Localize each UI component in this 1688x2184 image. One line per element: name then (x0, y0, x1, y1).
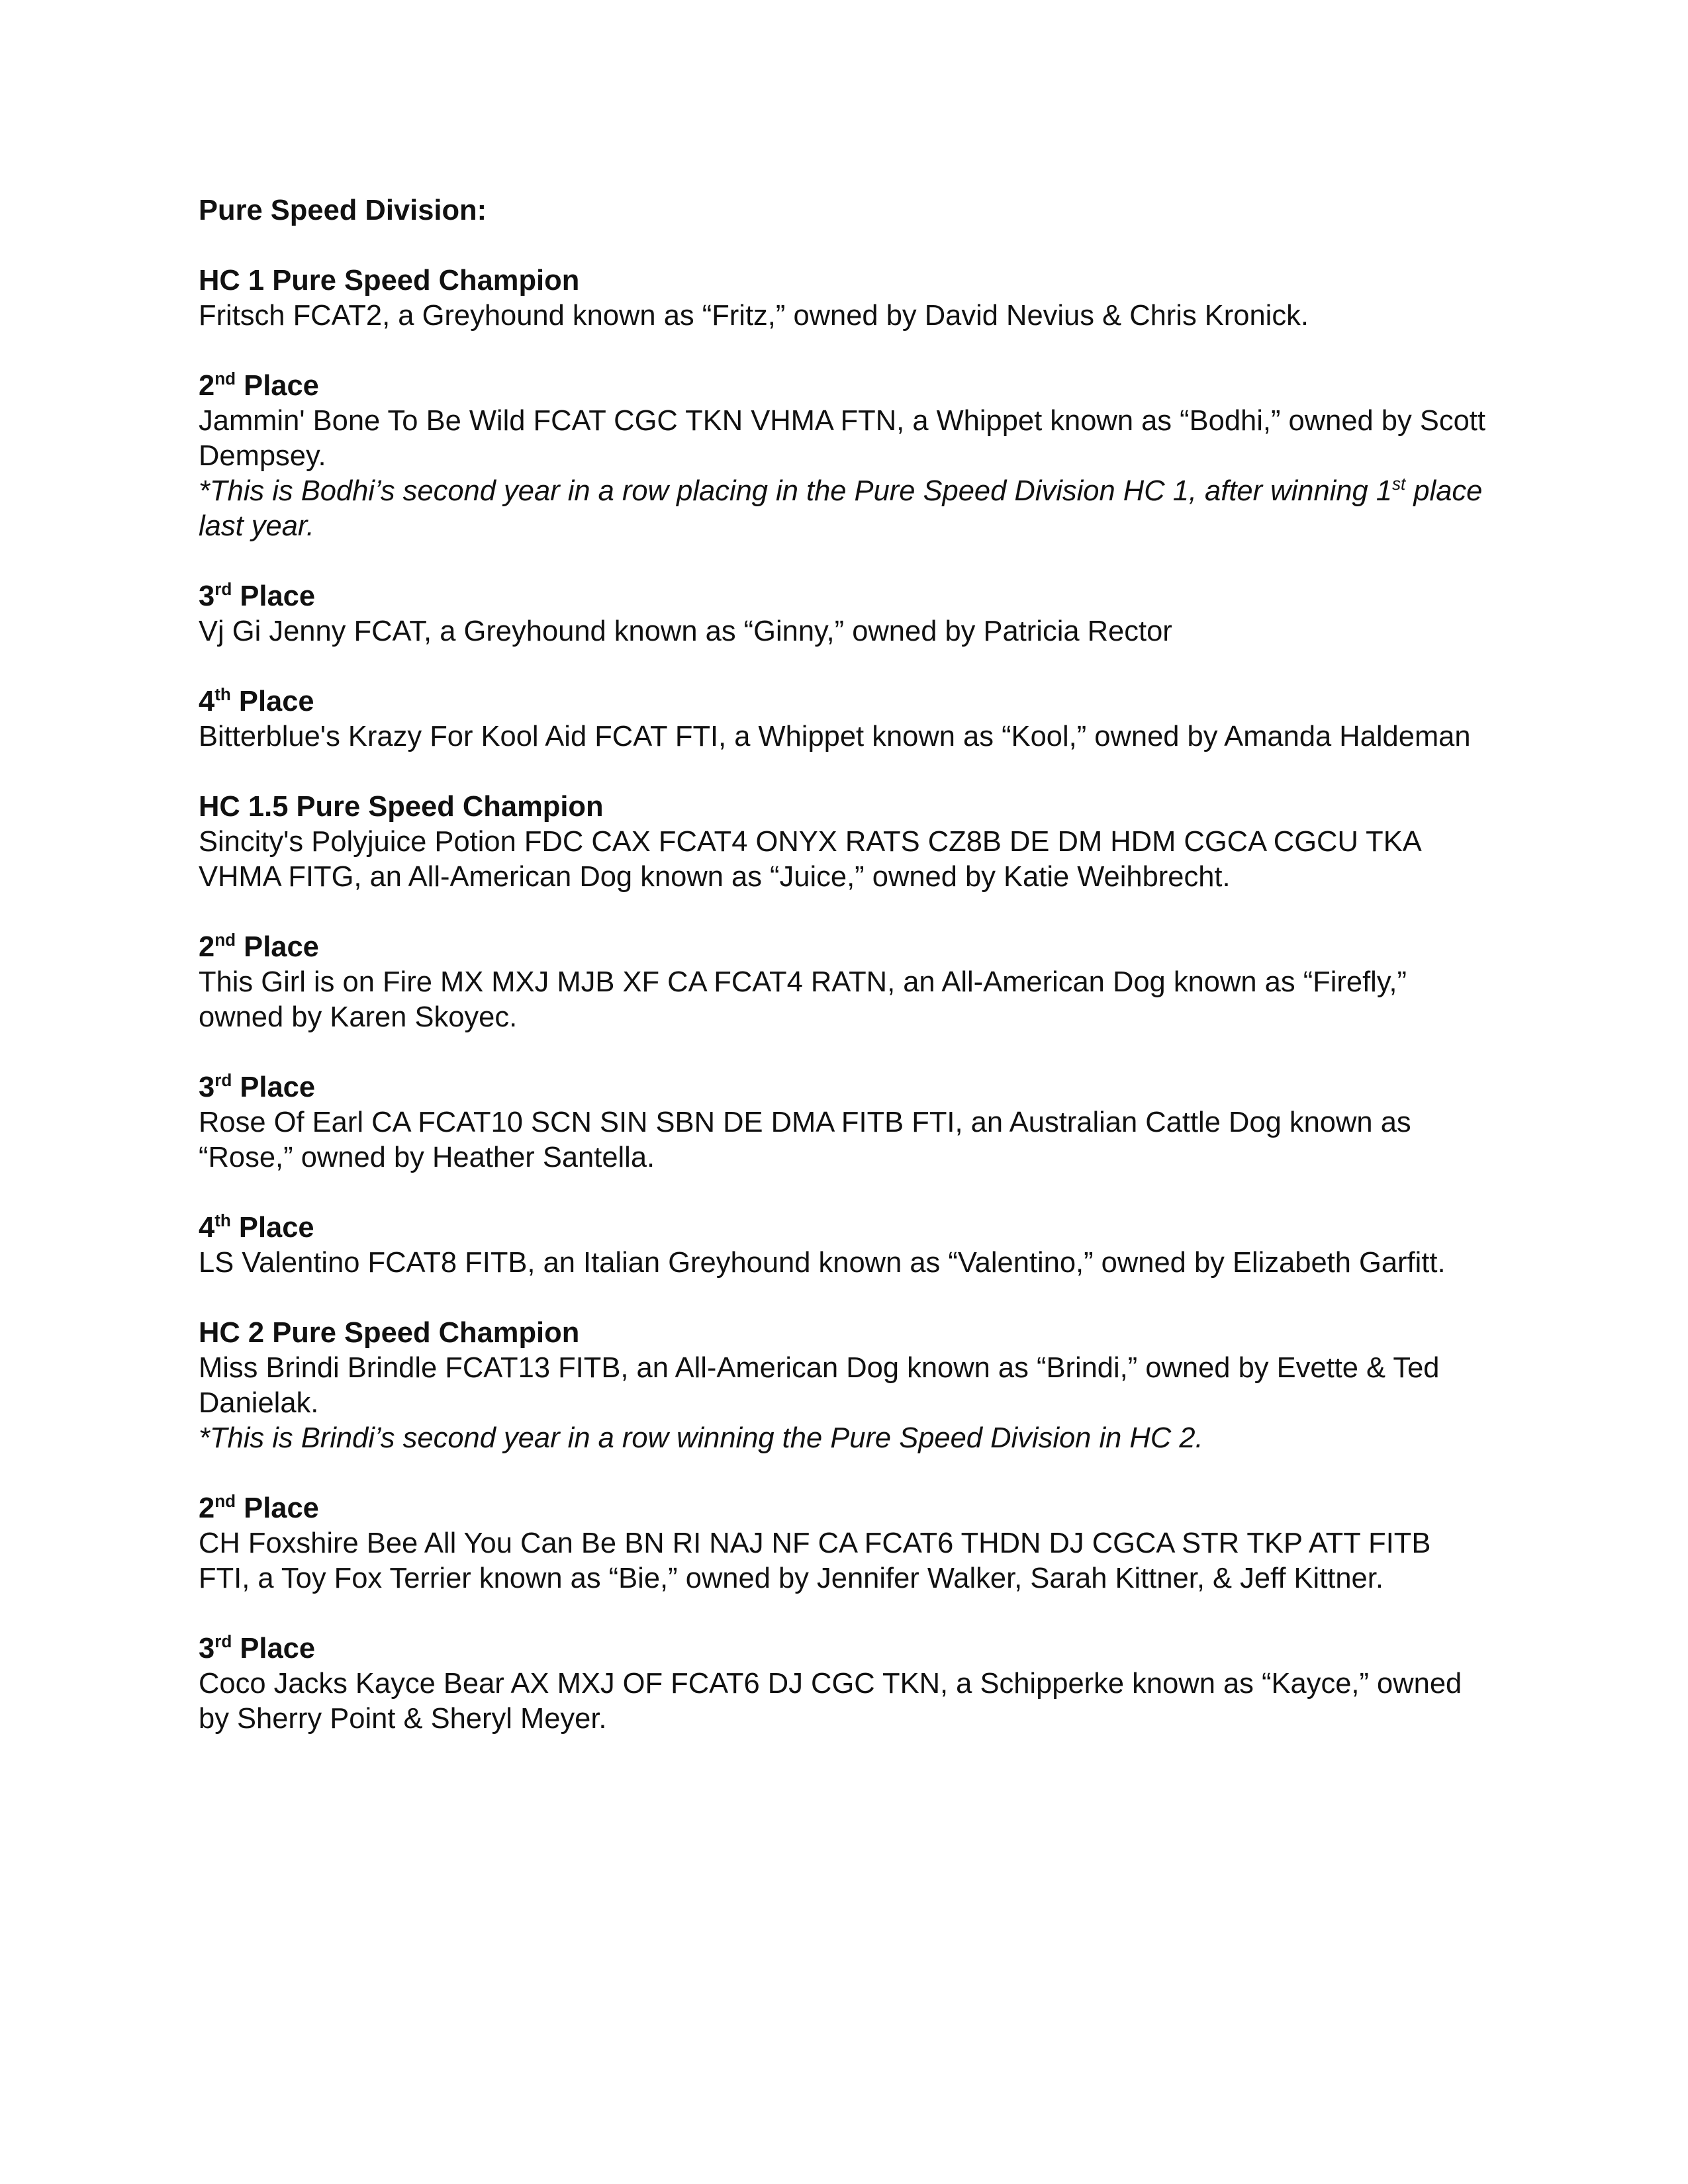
entry-heading (199, 1631, 1489, 1666)
heading-pre: 4 (199, 1212, 215, 1244)
entry-heading (199, 1210, 1489, 1246)
result-entry (199, 1631, 1489, 1737)
section-title: Pure Speed Division: (199, 195, 487, 226)
heading-post: Place (230, 686, 314, 717)
entry-heading (199, 1491, 1489, 1526)
result-entry (199, 1070, 1489, 1175)
entry-description: LS Valentino FCAT8 FITB, an Italian Greyhound known as “Valentino,” owned by Elizabeth Garfitt. (199, 1247, 1446, 1279)
entry-heading (199, 1070, 1489, 1105)
heading-post: Place (236, 931, 319, 963)
heading-sup: nd (214, 369, 236, 389)
entry-note (199, 474, 1489, 544)
heading-post: Place (236, 370, 319, 402)
result-entry (199, 579, 1489, 649)
heading-pre: 2 (199, 931, 215, 963)
heading-sup: nd (214, 1491, 236, 1512)
result-entry (199, 1210, 1489, 1281)
heading-post: Place (232, 580, 316, 612)
entry-description: CH Foxshire Bee All You Can Be BN RI NAJ NF CA FCAT6 THDN DJ CGCA STR TKP ATT FITB FTI, a Toy Fox Terrier known as “Bie,” owned by Jennifer Walker, Sarah Kittner, & Jeff Kittner. (199, 1527, 1431, 1594)
result-entry (199, 1491, 1489, 1596)
entry-description: Miss Brindi Brindle FCAT13 FITB, an All-American Dog known as “Brindi,” owned by Evette & Ted Danielak. (199, 1352, 1440, 1419)
entry-heading (199, 579, 1489, 614)
results-list (199, 263, 1489, 1737)
heading-sup: th (214, 1210, 231, 1231)
note-pre: *This is Brindi’s second year in a row winning the Pure Speed Division in HC 2. (199, 1422, 1203, 1454)
result-entry (199, 790, 1489, 895)
result-entry (199, 369, 1489, 544)
heading-pre: HC 2 Pure Speed Champion (199, 1317, 580, 1349)
entry-heading (199, 369, 1489, 404)
entry-description: Sincity's Polyjuice Potion FDC CAX FCAT4 ONYX RATS CZ8B DE DM HDM CGCA CGCU TKA VHMA FITG, an All-American Dog known as “Juice,” owned by Katie Weihbrecht. (199, 826, 1421, 893)
heading-pre: 2 (199, 1492, 215, 1524)
note-post: place last year. (199, 475, 1483, 542)
entry-description: Coco Jacks Kayce Bear AX MXJ OF FCAT6 DJ CGC TKN, a Schipperke known as “Kayce,” owned by Sherry Point & Sheryl Meyer. (199, 1668, 1462, 1735)
entry-note (199, 1421, 1489, 1456)
heading-pre: 2 (199, 370, 215, 402)
heading-pre: HC 1 Pure Speed Champion (199, 265, 580, 296)
entry-description: Rose Of Earl CA FCAT10 SCN SIN SBN DE DMA FITB FTI, an Australian Cattle Dog known as “Rose,” owned by Heather Santella. (199, 1107, 1411, 1173)
entry-description: Fritsch FCAT2, a Greyhound known as “Fritz,” owned by David Nevius & Chris Kronick. (199, 300, 1309, 332)
heading-post: Place (236, 1492, 319, 1524)
result-entry (199, 1316, 1489, 1456)
entry-heading (199, 930, 1489, 965)
entry-description: Bitterblue's Krazy For Kool Aid FCAT FTI, a Whippet known as “Kool,” owned by Amanda Haldeman (199, 721, 1471, 752)
heading-pre: HC 1.5 Pure Speed Champion (199, 791, 604, 823)
heading-post: Place (232, 1633, 316, 1664)
heading-sup: nd (214, 930, 236, 950)
heading-sup: rd (214, 1631, 232, 1652)
result-entry (199, 263, 1489, 334)
entry-heading (199, 1316, 1489, 1351)
heading-pre: 3 (199, 1633, 215, 1664)
entry-heading (199, 790, 1489, 825)
heading-sup: th (214, 684, 231, 705)
heading-sup: rd (214, 1070, 232, 1091)
entry-description: Vj Gi Jenny FCAT, a Greyhound known as “Ginny,” owned by Patricia Rector (199, 615, 1172, 647)
result-entry (199, 930, 1489, 1035)
heading-sup: rd (214, 579, 232, 600)
entry-heading (199, 684, 1489, 719)
note-sup: st (1391, 474, 1406, 494)
heading-post: Place (230, 1212, 314, 1244)
heading-post: Place (232, 1071, 316, 1103)
entry-heading (199, 263, 1489, 298)
result-entry (199, 684, 1489, 754)
heading-pre: 3 (199, 1071, 215, 1103)
document-page (199, 193, 1489, 1772)
note-pre: *This is Bodhi’s second year in a row placing in the Pure Speed Division HC 1, after winning 1 (199, 475, 1392, 507)
entry-description: Jammin' Bone To Be Wild FCAT CGC TKN VHMA FTN, a Whippet known as “Bodhi,” owned by Scott Dempsey. (199, 405, 1485, 472)
entry-description: This Girl is on Fire MX MXJ MJB XF CA FCAT4 RATN, an All-American Dog known as “Firefly,” owned by Karen Skoyec. (199, 966, 1407, 1033)
heading-pre: 4 (199, 686, 215, 717)
heading-pre: 3 (199, 580, 215, 612)
